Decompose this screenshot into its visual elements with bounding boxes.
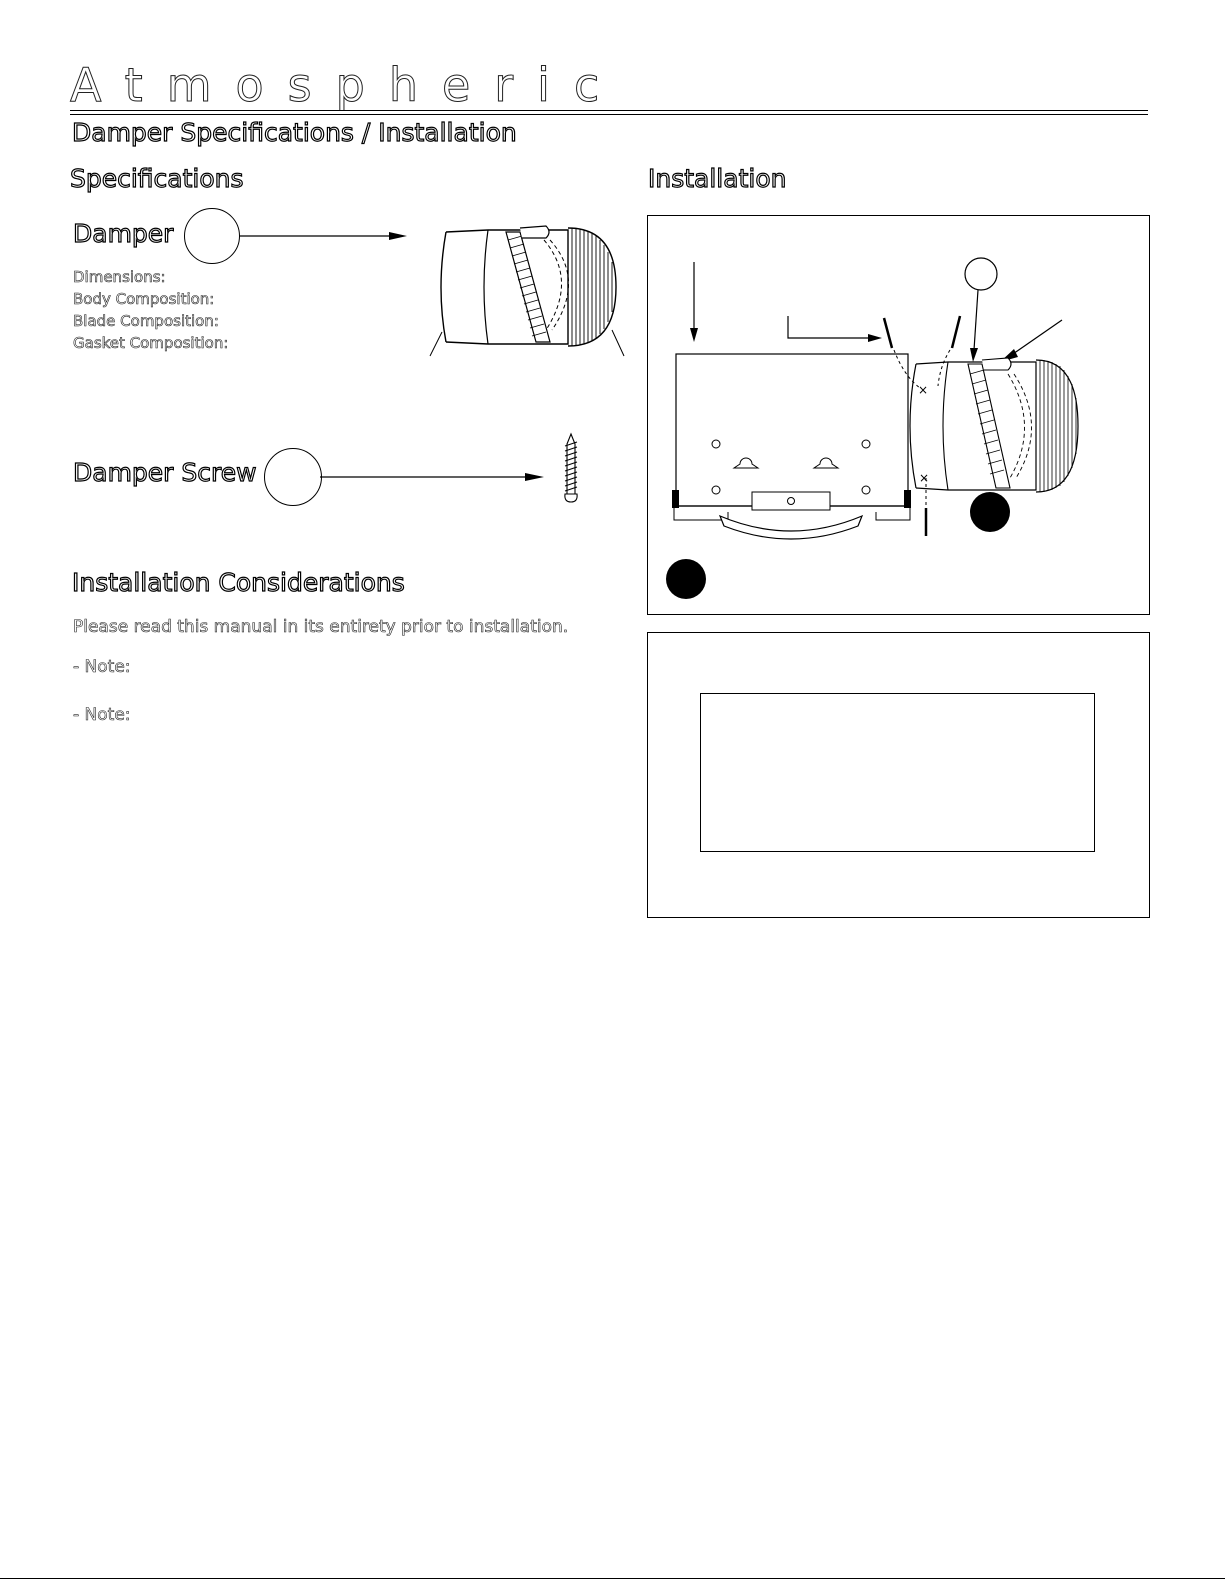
installation-diagram-box (647, 215, 1150, 615)
brand-title: Atmospheric (70, 58, 624, 112)
damper-arrow (239, 229, 409, 243)
spec-blade-composition-label: Blade Composition: (73, 312, 219, 330)
damper-screw-callout-circle (264, 448, 322, 506)
damper-callout-circle (184, 208, 240, 264)
svg-text:×: × (919, 471, 930, 485)
damper-screw-label: Damper Screw (73, 458, 257, 487)
page-title: Damper Specifications / Installation (72, 118, 517, 147)
installation-diagram (648, 216, 1151, 616)
installation-heading: Installation (648, 164, 787, 193)
note-1: - Note: (73, 657, 131, 677)
damper-label: Damper (73, 219, 174, 248)
damper-illustration (428, 220, 628, 365)
spec-gasket-composition-label: Gasket Composition: (73, 334, 229, 352)
read-manual-text: Please read this manual in its entirety prior to installation. (73, 617, 569, 637)
header-rule (70, 110, 1148, 111)
installation-considerations-heading: Installation Considerations (72, 568, 405, 597)
notes-inner-box (700, 693, 1095, 852)
specifications-heading: Specifications (70, 164, 244, 193)
note-2: - Note: (73, 705, 131, 725)
damper-screw-icon (556, 432, 586, 510)
svg-text:×: × (918, 383, 929, 397)
footer-rule (0, 1578, 1225, 1579)
damper-screw-arrow (320, 470, 545, 484)
spec-dimensions-label: Dimensions: (73, 268, 166, 286)
notes-box (647, 632, 1150, 918)
spec-body-composition-label: Body Composition: (73, 290, 215, 308)
header-rule-secondary (70, 114, 1148, 115)
